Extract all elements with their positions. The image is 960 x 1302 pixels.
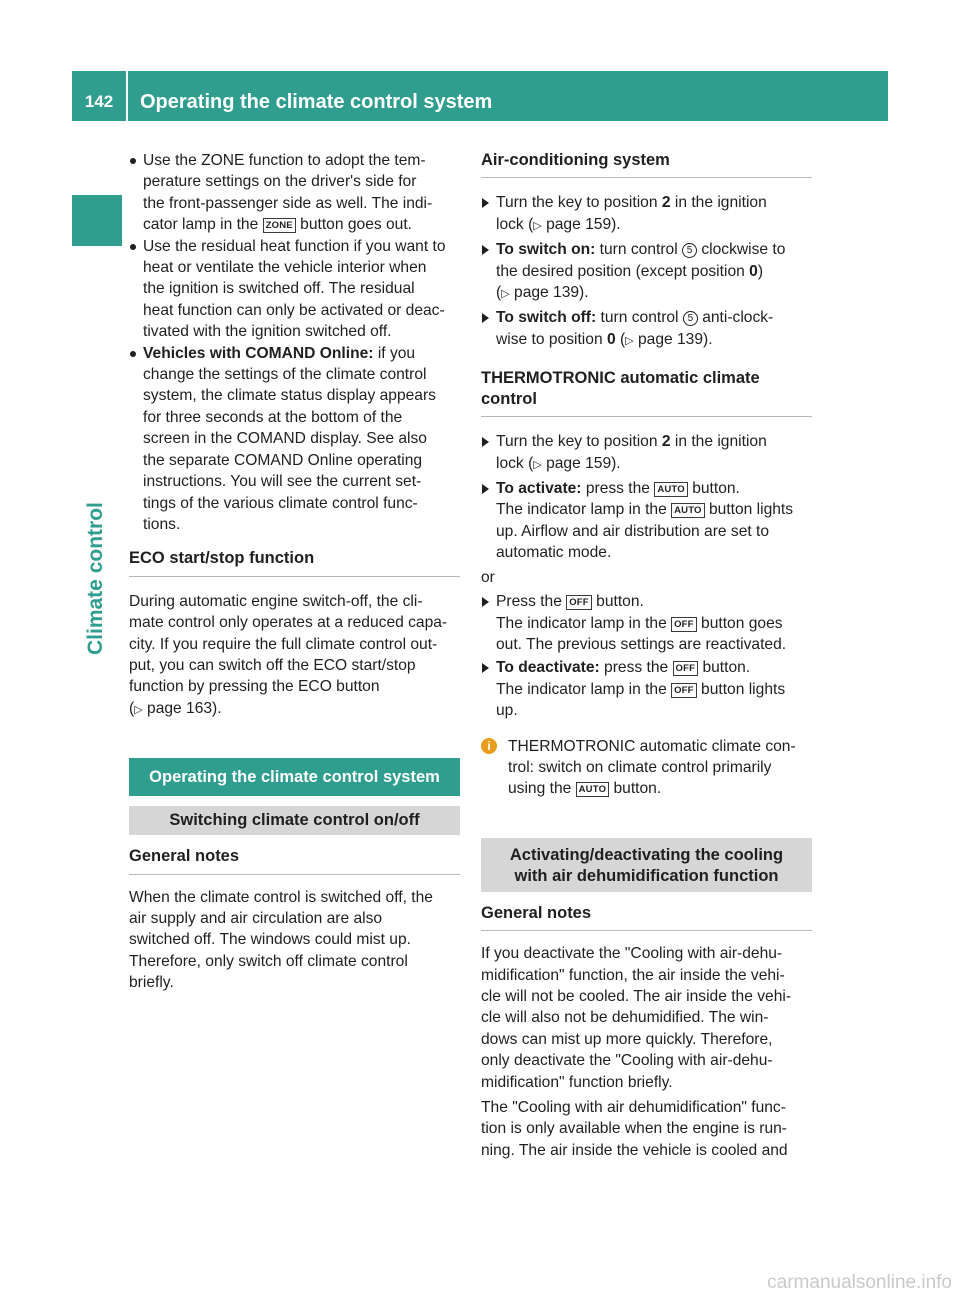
cooling-paragraph: If you deactivate the "Cooling with air-dehu- midification" function, the air inside the vehi- cle will not be cooled. The air inside the vehi- cle will also not be dehumidified. The win- dows can mist up more quickly. Therefore, only deactivate the "Cooling with air-dehu- midification" function briefly.: [481, 945, 792, 1091]
list-item: Vehicles with COMAND Online: if you change the settings of the climate control system, the climate status display appears for three seconds at the bottom of the screen in the COMAND display. See also the separate COMAND Online operating instructions. You will see the current set- tings of the various climate control func- tions.: [129, 343, 460, 536]
page-number: 142: [84, 92, 114, 111]
list-item: Turn the key to position 2 in the ignition lock (▷ page 159).: [481, 431, 812, 476]
info-icon: i: [481, 738, 497, 754]
info-note: i THERMOTRONIC automatic climate con- trol: switch on climate control primarily using the AUTO button.: [481, 736, 812, 800]
or-text: or: [481, 568, 495, 586]
ac-heading: Air-conditioning system: [481, 150, 812, 178]
page-link[interactable]: page 139).: [637, 330, 713, 348]
page-ref-icon: ▷: [501, 288, 510, 301]
page-ref-icon: ▷: [625, 334, 634, 347]
eco-paragraph: During automatic engine switch-off, the cli- mate control only operates at a reduced capa- city. If you require the full climate control out- put, you can switch off the ECO start/stop function by pressing the ECO button (▷ page 163).: [129, 592, 448, 717]
left-column: [129, 150, 460, 994]
side-tab-label: Climate control: [84, 502, 107, 655]
subsection-title-cooling: Activating/deactivating the cooling with air dehumidification function: [481, 838, 812, 892]
thermotronic-heading: THERMOTRONIC automatic climate control: [481, 368, 812, 417]
auto-button-icon: AUTO: [671, 503, 705, 518]
page-link[interactable]: page 163).: [147, 699, 222, 717]
list-item: To deactivate: press the OFF button. The indicator lamp in the OFF button lights up.: [481, 657, 812, 721]
off-button-icon: OFF: [566, 595, 592, 610]
watermark: carmanualsonline.info: [767, 1272, 952, 1293]
page-title: Operating the climate control system: [140, 91, 493, 113]
control-5-icon: 5: [682, 243, 697, 258]
zone-button-icon: ZONE: [263, 218, 296, 233]
control-5-icon: 5: [683, 311, 698, 326]
list-item: Use the ZONE function to adopt the tem- perature settings on the driver's side for the front-passenger side as well. The indi- cator lamp in the ZONE button goes out.: [129, 150, 460, 236]
general-notes-heading: General notes: [129, 846, 460, 874]
list-item: To switch on: turn control 5 clockwise to the desired position (except position 0) (▷ page 139).: [481, 239, 812, 305]
list-item: Press the OFF button. The indicator lamp in the OFF button goes out. The previous settings are reactivated.: [481, 591, 812, 655]
right-column: [481, 150, 812, 1161]
off-button-icon: OFF: [671, 683, 697, 698]
page-ref-icon: ▷: [533, 458, 542, 471]
list-item: To switch off: turn control 5 anti-clock- wise to position 0 (▷ page 139).: [481, 307, 812, 352]
list-item: To activate: press the AUTO button. The indicator lamp in the AUTO button lights up. Airflow and air distribution are set to automatic mode.: [481, 478, 812, 564]
off-button-icon: OFF: [673, 661, 699, 676]
general-notes-paragraph: When the climate control is switched off, the air supply and air circulation are also switched off. The windows could mist up. Therefore, only switch off climate control briefly.: [129, 888, 433, 992]
cooling-paragraph: The "Cooling with air dehumidification" func- tion is only available when the engine is run- ning. The air inside the vehicle is cooled and: [481, 1099, 788, 1159]
page-link[interactable]: page 159).: [546, 454, 621, 472]
eco-heading: ECO start/stop function: [129, 548, 460, 576]
auto-button-icon: AUTO: [654, 482, 688, 497]
page-ref-icon: ▷: [533, 219, 542, 232]
subsection-title: Switching climate control on/off: [129, 806, 460, 835]
page-ref-icon: ▷: [134, 703, 143, 716]
section-title: Operating the climate control system: [129, 758, 460, 796]
auto-button-icon: AUTO: [576, 782, 610, 797]
list-item: Use the residual heat function if you want to heat or ventilate the vehicle interior when the ignition is switched off. The residual heat function can only be activated or deac- tivated with the ignition switched off.: [129, 236, 460, 343]
off-button-icon: OFF: [671, 617, 697, 632]
page-link[interactable]: page 139).: [514, 284, 589, 302]
general-notes-heading: General notes: [481, 903, 812, 931]
header-divider: [126, 71, 128, 121]
page-link[interactable]: page 159).: [546, 215, 621, 233]
list-item: Turn the key to position 2 in the ignition lock (▷ page 159).: [481, 192, 812, 237]
side-tab-marker: [72, 195, 122, 246]
